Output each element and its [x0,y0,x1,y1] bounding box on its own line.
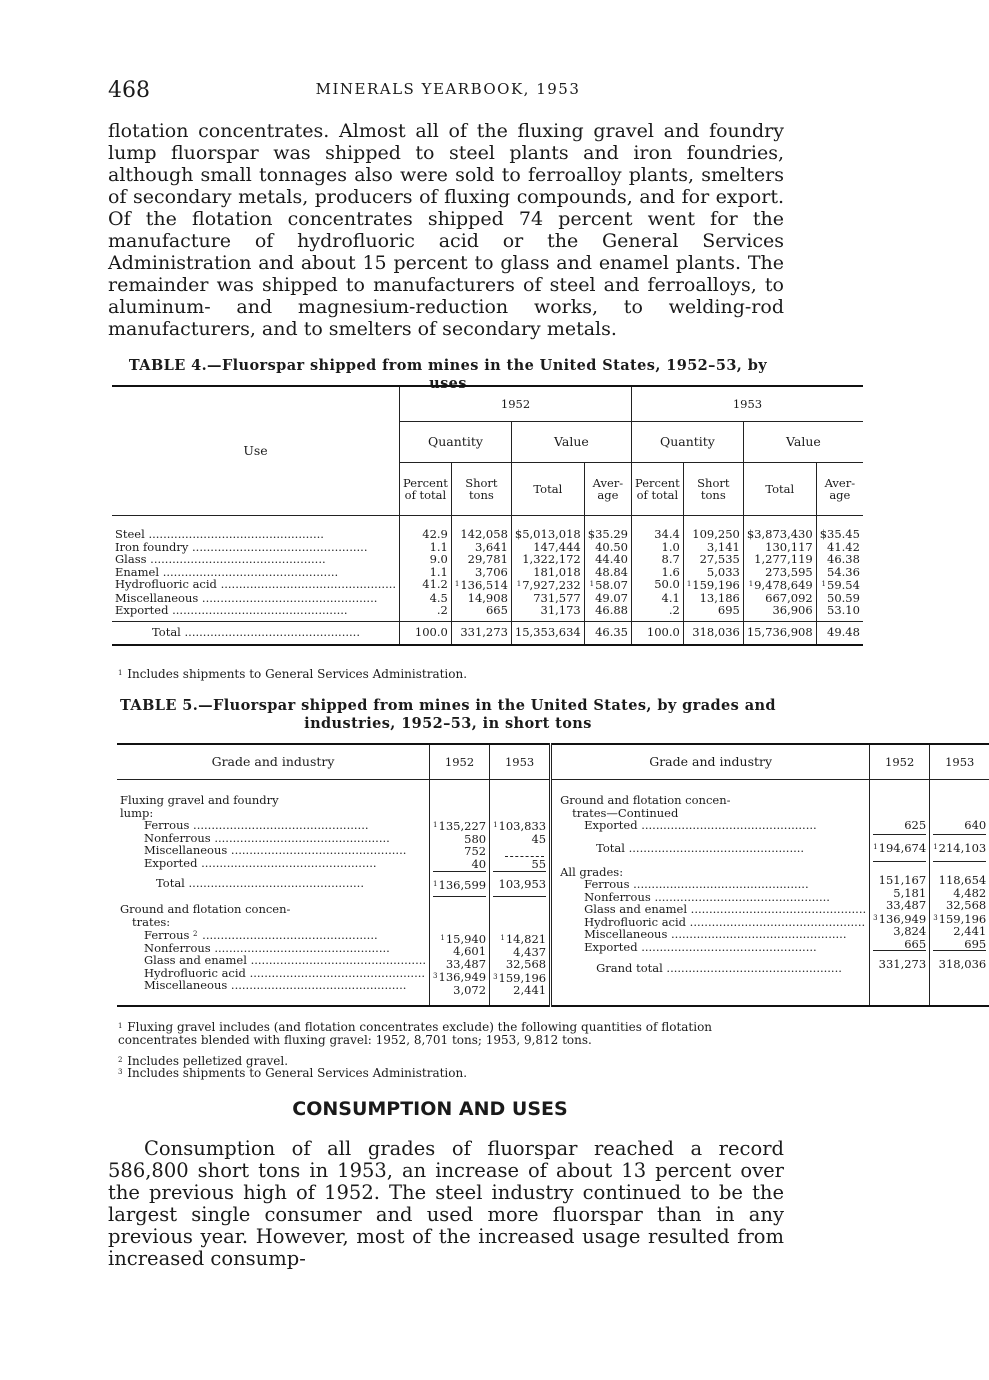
table4-row-label: Miscellaneous ..... [112,592,400,605]
table4-cell-p52: 100.0 [400,621,452,645]
t5-right-nonferrous: Nonferrous ..... [560,891,866,904]
table4-header-percent-1952: Percent of total [400,463,452,516]
t5-all-grades-heading: All grades: [560,864,624,879]
t5-r-ferrous-53: 118,654 [938,873,987,887]
table4-cell-p53: 8.7 [632,553,684,566]
t5-r-glass-53: 32,568 [945,898,987,912]
table4-row-label: Steel ..... [112,516,400,541]
t5-fluxing-heading: Fluxing gravel and foundry lump: [120,793,279,820]
t5-g-misc-52: 3,072 [453,982,487,997]
table4-cell-p52: 4.5 [400,592,452,605]
table4-cell-v53: 15,736,908 [743,621,816,645]
table4-cell-a52: 49.07 [584,592,631,605]
table4-row-label: Iron foundry ..... [112,541,400,554]
table5-left-labels [117,780,430,1006]
t5-ferrous-53: $^1$103,833 [493,819,547,833]
table4-cell-v52: 31,173 [511,604,584,621]
table4-cell-p53: 1.6 [632,566,684,579]
t5-r-nonferrous-53: 4,482 [953,885,987,900]
table4-cell-t52: 665 [451,604,511,621]
t5-left-g-misc: Miscellaneous ..... [120,979,426,998]
table4-cell-v53: 667,092 [743,592,816,605]
table5-header-1953-right: 1953 [945,754,975,769]
t5-r-grand-52: 331,273 [878,957,927,971]
t5-r-misc-53: 2,441 [953,924,987,938]
table4-cell-a52: 46.88 [584,604,631,621]
table4 [112,385,863,646]
table4-cell-p53: 100.0 [632,621,684,645]
table4-cell-t52: 29,781 [451,553,511,566]
table4-cell-p53: 4.1 [632,592,684,605]
t5-left-misc: Miscellaneous ..... [120,844,426,857]
table5-right-1952 [870,780,930,1006]
table4-cell-p52: 9.0 [400,553,452,566]
table5-header-1952-left: 1952 [430,744,490,780]
t5-r-exported-53: 640 [933,819,986,835]
t5-left-exported: Exported ..... [120,857,426,870]
table4-row [112,516,863,541]
t5-r-total-53: $^1$214,103 [933,835,986,862]
running-title: MINERALS YEARBOOK, 1953 [315,80,581,98]
t5-r-grand-53: 318,036 [938,957,987,971]
table4-header-1952: 1952 [400,386,632,422]
t5-right-grand: Grand total ..... [560,953,866,1005]
table4-cell-a52: 46.35 [584,621,631,645]
table4-cell-v53: 273,595 [743,566,816,579]
table5-left-1953 [490,780,551,1006]
table4-cell-t52: 3,706 [451,566,511,579]
t5-left-g-glass: Glass and enamel ..... [120,954,426,967]
t5-total-53: 103,953 [493,872,546,897]
table4-cell-t52: 3,641 [451,541,511,554]
table5-footnote: $^3$ Includes shipments to General Services Administration. [118,1066,468,1080]
table4-cell-p53: .2 [632,604,684,621]
table4-cell-a53: $^1$59.54 [821,578,860,592]
intro-paragraph: flotation concentrates. Almost all of the fluxing gravel and foundry lump fluorspar was shipped to steel plants and iron foundries, although small tonnages also were sold to ferroalloy plants, smelters of secondary metals, producers of fluxing compounds, and for export. Of the flotation concentrates shipped 74 percent went for the manufacture of hydrofluoric acid or the General Services Administration and about 15 percent to glass and enamel plants. The remainder was shipped to manufacturers of steel and ferroalloys, to aluminum- and magnesium-reduction works, to welding-rod manufacturers, and to smelters of secondary metals. [108,120,784,340]
table5-header-1953-left: 1953 [504,754,535,769]
table4-cell-v53: 130,117 [743,541,816,554]
table4-header-use: Use [112,386,400,516]
table4-cell-t53: $^1$159,196 [683,578,743,592]
table4-cell-a52: $^1$58.07 [584,578,631,592]
table5-right-labels [551,780,870,1006]
t5-r-exported-52: 625 [873,819,926,835]
consumption-paragraph: Consumption of all grades of fluorspar reached a record 586,800 short tons in 1953, an increase of about 13 percent over the previous high of 1952. The steel industry continued to be the largest single consumer and used more fluorspar than in any previous year. However, most of the increased usage resulted from increased consump- [108,1137,784,1270]
t5-r-hydro-53: $^3$159,196 [933,911,987,926]
t5-right-hydro: Hydrofluoric acid ..... [560,916,866,929]
table4-cell-p53: 50.0 [632,578,684,592]
t5-nonferrous-53: 45 [531,831,547,846]
table4-cell-v52: $^1$7,927,232 [511,578,584,592]
table5-title [110,697,786,733]
table4-row-label: Glass ..... [112,553,400,566]
t5-r-exported2-53: 695 [933,938,986,952]
table4-cell-p53: 34.4 [632,516,684,541]
table4-cell-v53: 1,277,119 [743,553,816,566]
t5-r-misc-52: 3,824 [893,924,927,938]
table5-footnote: $^2$ Includes pelletized gravel. [118,1054,289,1068]
table4-cell-a53: 49.48 [827,625,860,640]
t5-total-52: $^1$136,599 [433,872,486,897]
table5-right-1953 [930,780,989,1006]
table4-cell-v52: 181,018 [511,566,584,579]
table4-cell-p52: 1.1 [400,566,452,579]
t5-g-glass-53: 32,568 [505,957,547,971]
t5-left-total: Total ..... [120,869,426,893]
table4-cell-t53: 318,036 [683,621,743,645]
t5-right-exported: Exported ..... [560,819,866,832]
table4-header-value-1953: Value [743,422,863,463]
table4-cell-v52: 731,577 [511,592,584,605]
t5-ground-heading: Ground and flotation concen- trates: [120,902,291,929]
t5-g-ferrous-52: $^1$15,940 [440,931,487,946]
table4-cell-a53: $35.45 [819,527,860,541]
table4-cell-t53: 109,250 [683,516,743,541]
table4-cell-v53: $^1$9,478,649 [743,578,816,592]
table4-header-value-1952: Value [511,422,631,463]
t5-nonferrous-52: 580 [464,831,487,846]
t5-r-nonferrous-52: 5,181 [893,885,927,900]
t5-right-glass: Glass and enamel ..... [560,903,866,916]
t5-g-misc-53: 2,441 [513,983,547,997]
t5-r-total-52: $^1$194,674 [873,835,926,862]
t5-g-ferrous-53: $^1$14,821 [500,932,547,946]
t5-exported-52: 40 [433,858,486,872]
table4-cell-v52: 15,353,634 [511,621,584,645]
t5-left-g-ferrous: Ferrous $^2$ ..... [120,928,426,942]
table5 [117,743,989,1007]
t5-g-hydro-53: $^3$159,196 [493,970,547,985]
table4-cell-p52: 41.2 [400,578,452,592]
table4-cell-v53: 36,906 [743,604,816,621]
table4-header-tons-1953: Short tons [683,463,743,516]
table4-row-label: Exported ..... [112,604,400,621]
table4-cell-t53: 5,033 [683,566,743,579]
table4-total-row [112,621,863,645]
table4-header-quantity-1952: Quantity [400,422,512,463]
t5-exported-53: 55 [493,858,546,872]
table4-cell-p52: 42.9 [400,516,452,541]
table4-header-percent-1953: Percent of total [632,463,684,516]
t5-left-ferrous: Ferrous ..... [120,819,426,832]
table4-cell-a53: 41.42 [827,539,860,554]
t5-g-nonferrous-52: 4,601 [453,944,487,958]
table4-cell-a52: 40.50 [584,541,631,554]
table4-header-tons-1952: Short tons [451,463,511,516]
table5-header-grade-left: Grade and industry [117,744,430,780]
table4-cell-t53: 695 [683,604,743,621]
table4-cell-v52: 147,444 [511,541,584,554]
table4-title: TABLE 4.—Fluorspar shipped from mines in the United States, 1952–53, by uses [128,357,768,392]
t5-r-glass-52: 33,487 [885,898,927,912]
table4-row [112,604,863,621]
t5-ferrous-52: $^1$135,227 [433,819,487,833]
table4-header-total-1952: Total [511,463,584,516]
table4-cell-t52: 14,908 [451,592,511,605]
t5-misc-53 [505,845,544,857]
table5-header-grade-right: Grade and industry [551,744,870,780]
table4-cell-a53: 46.38 [827,552,860,566]
table4-cell-v52: $5,013,018 [511,516,584,541]
table4-cell-a53: 54.36 [827,564,860,579]
table5-footnote: $^1$ Fluxing gravel includes (and flotation concentrates exclude) the following quantities of flotation concentrates blended with fluxing gravel: 1952, 8,701 tons; 1953, 9,812 tons. [118,1020,713,1047]
table4-cell-t53: 27,535 [683,553,743,566]
t5-g-hydro-52: $^3$136,949 [433,970,487,984]
t5-r-ferrous-52: 151,167 [878,873,927,887]
table4-cell-t53: 3,141 [683,541,743,554]
table4-cell-a53: 50.59 [827,590,860,605]
table4-cell-p52: 1.1 [400,541,452,554]
t5-g-glass-52: 33,487 [445,956,487,971]
table4-cell-t52: 142,058 [451,516,511,541]
table4-header-quantity-1953: Quantity [632,422,744,463]
table4-footnote: $^1$ Includes shipments to General Services Administration. [118,667,468,681]
table4-row-label: Enamel ..... [112,566,400,579]
table4-row [112,578,863,592]
t5-right-ferrous: Ferrous ..... [560,878,866,891]
table4-cell-a52: 44.40 [584,553,631,566]
t5-left-g-hydro: Hydrofluoric acid ..... [120,967,426,980]
t5-r-hydro-52: $^3$136,949 [873,911,927,926]
t5-left-nonferrous: Nonferrous ..... [120,832,426,845]
table4-row-label: Hydrofluoric acid ..... [112,578,400,592]
t5-g-nonferrous-53: 4,437 [513,944,547,959]
table4-cell-t52: 331,273 [451,621,511,645]
t5-misc-52: 752 [464,844,487,858]
table4-cell-a52: 48.84 [584,566,631,579]
table5-title-line1: TABLE 5.—Fluorspar shipped from mines in the United States, by grades and [120,697,776,714]
t5-right-exported2: Exported ..... [560,941,866,954]
table4-cell-v52: 1,322,172 [511,553,584,566]
section-heading: CONSUMPTION AND USES [292,1098,568,1120]
table4-header-1953: 1953 [632,386,863,422]
table4-cell-t53: 13,186 [683,592,743,605]
table5-title-line2: industries, 1952–53, in short tons [304,715,592,732]
table4-cell-p52: .2 [400,604,452,621]
t5-left-g-nonferrous: Nonferrous ..... [120,942,426,955]
table4-cell-t52: $^1$136,514 [451,578,511,592]
table4-cell-p53: 1.0 [632,541,684,554]
table4-header-average-1953: Aver- age [824,475,856,502]
t5-right-misc: Miscellaneous ..... [560,928,866,941]
table4-cell-v53: $3,873,430 [743,516,816,541]
table5-header-1952-right: 1952 [870,744,930,780]
page-header [108,78,788,108]
t5-r-exported2-52: 665 [873,938,926,952]
table4-cell-a53: 53.10 [827,603,860,617]
table5-left-1952 [430,780,490,1006]
table4-header-average-1952: Aver- age [584,463,631,516]
table4-total-label: Total ..... [112,621,400,645]
table4-cell-a52: $35.29 [584,516,631,541]
t5-right-total: Total ..... [560,832,866,860]
page-number: 468 [108,78,150,103]
table4-header-total-1953: Total [743,463,816,516]
t5-cont-heading: Ground and flotation concen- trates—Continued [560,793,731,820]
